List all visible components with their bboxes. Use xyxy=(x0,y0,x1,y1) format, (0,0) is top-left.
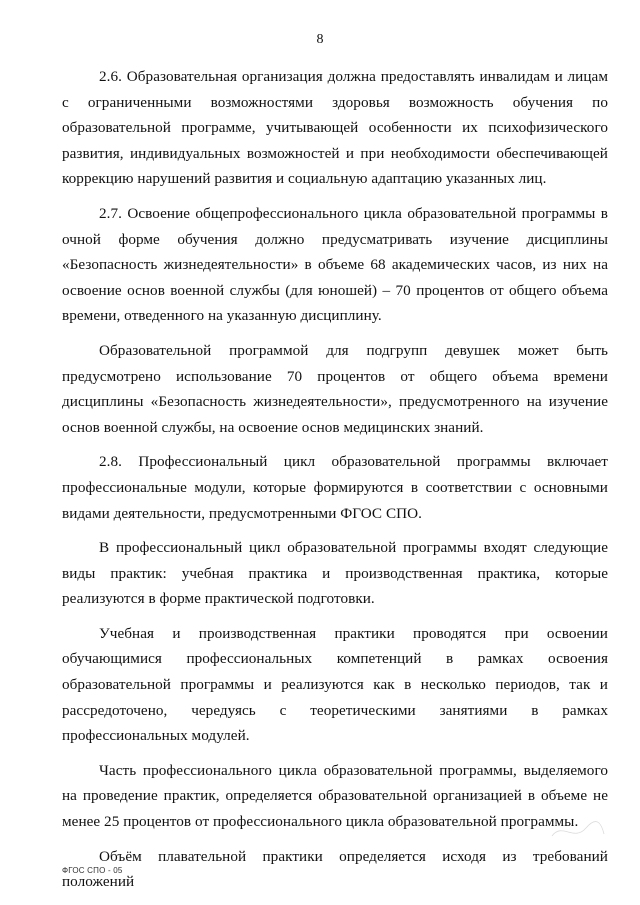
paragraph-swimming-practice: Объём плавательной практики определяется исходя из требований положений xyxy=(62,847,608,891)
paragraph-2-6: 2.6. Образовательная организация должна предоставлять инвалидам и лицам с ограниченными возможностями здоровья возможность обучения по образовательной программе, учитывающей особенности их психофизического развития, индивидуальных возможностей и при необходимости обеспечивающей коррекцию нарушений развития и социальную адаптацию указанных лиц. xyxy=(62,68,608,188)
scan-artifact-mark xyxy=(548,816,608,846)
footer-code: ФГОС СПО - 05 xyxy=(62,866,123,875)
page-number: 8 xyxy=(316,32,324,47)
paragraph-subgroups-girls: Образовательной программой для подгрупп девушек может быть предусмотрено использование 70 процентов от общего объема времени дисциплины «Безопасность жизнедеятельности», предусмотренного на изучение основ военной службы, на освоение основ медицинских знаний. xyxy=(62,341,608,436)
paragraph-practice-share: Часть профессионального цикла образовательной программы, выделяемого на проведение практик, определяется образовательной организацией в объеме не менее 25 процентов от профессионального цикла образовательной программы. xyxy=(62,761,608,831)
body-text xyxy=(62,64,608,895)
paragraph-practice-types: В профессиональный цикл образовательной программы входят следующие виды практик: учебная практика и производственная практика, которые реализуются в форме практической подготовки. xyxy=(62,539,608,608)
paragraph-practice-conduct: Учебная и производственная практики проводятся при освоении обучающимися профессиональных компетенций в рамках освоения образовательной программы и реализуются как в несколько периодов, так и рассредоточено, чередуясь с теоретическими занятиями в рамках профессиональных модулей. xyxy=(62,624,608,745)
paragraph-2-8: 2.8. Профессиональный цикл образовательной программы включает профессиональные модули, которые формируются в соответствии с основными видами деятельности, предусмотренными ФГОС СПО. xyxy=(62,453,608,522)
paragraph-2-7: 2.7. Освоение общепрофессионального цикла образовательной программы в очной форме обучения должно предусматривать изучение дисциплины «Безопасность жизнедеятельности» в объеме 68 академических часов, из них на освоение основ военной службы (для юношей) – 70 процентов от общего объема времени, отведенного на указанную дисциплину. xyxy=(62,204,608,325)
